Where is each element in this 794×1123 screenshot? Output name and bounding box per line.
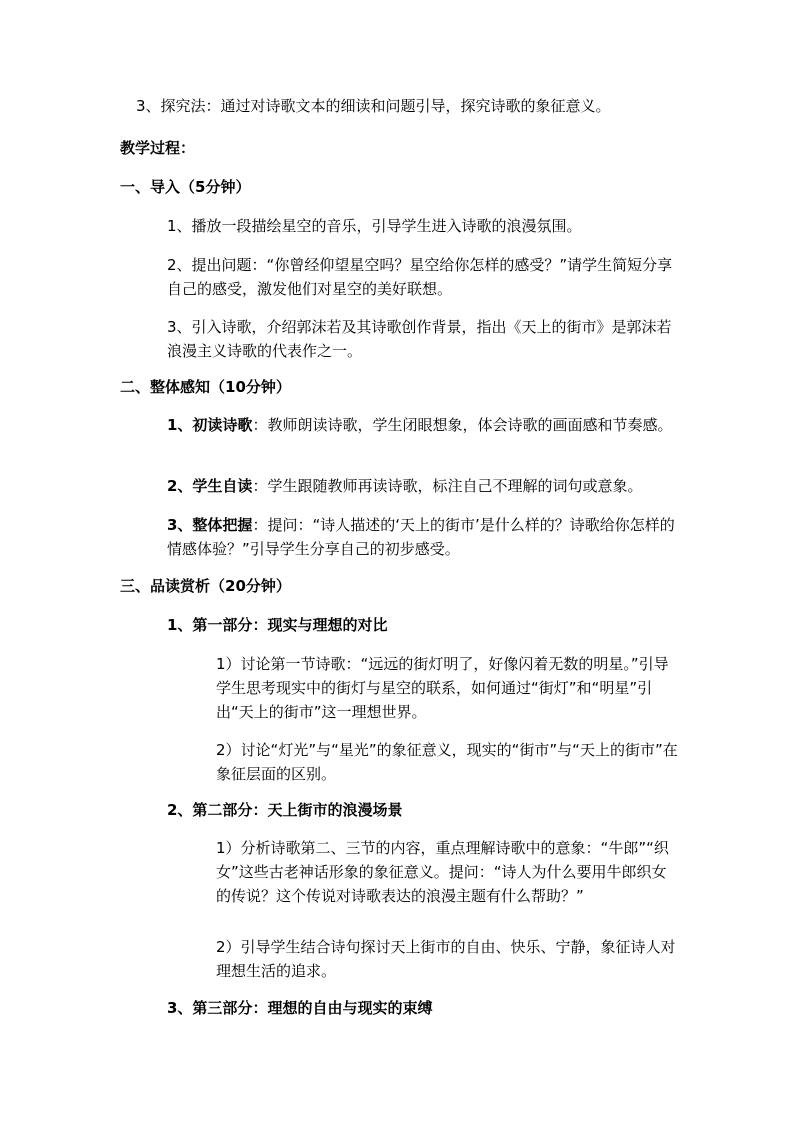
section-3-title: 三、品读赏析（20分钟） — [120, 577, 291, 595]
part-2-item-1: 1）分析诗歌第二、三节的内容，重点理解诗歌中的意象：“牛郎”“织女”这些古老神话形象的象征意义。提问：“诗人为什么要用牛郎织女的传说？这个传说对诗歌表达的浪漫主题有什么帮助？” — [216, 839, 669, 905]
part-1-item-2: 2）讨论“灯光”与“星光”的象征意义，现实的“街市”与“天上的街市”在象征层面的区别。 — [216, 741, 678, 783]
part-1-item-1: 1）讨论第一节诗歌：“远远的街灯明了，好像闪着无数的明星。”引导学生思考现实中的街灯与星空的联系，如何通过“街灯”和“明星”引出“天上的街市”这一理想世界。 — [216, 655, 669, 721]
section-2-item-2-label: 2、学生自读 — [167, 477, 253, 495]
section-1-item-2: 2、提出问题：“你曾经仰望星空吗？星空给你怎样的感受？”请学生简短分享自己的感受，激发他们对星空的美好联想。 — [167, 256, 673, 298]
part-2-item-2: 2）引导学生结合诗句探讨天上街市的自由、快乐、宁静，象征诗人对理想生活的追求。 — [216, 938, 676, 980]
process-heading: 教学过程： — [120, 139, 196, 157]
section-2-item-1 — [167, 413, 677, 437]
part-2-title: 2、第二部分：天上街市的浪漫场景 — [167, 801, 403, 819]
section-2-item-2-text: ：学生跟随教师再读诗歌，标注自己不理解的词句或意象。 — [252, 477, 643, 495]
section-1-item-3: 3、引入诗歌，介绍郭沫若及其诗歌创作背景，指出《天上的街市》是郭沫若浪漫主义诗歌的代表作之一。 — [167, 318, 672, 360]
part-1-title: 1、第一部分：现实与理想的对比 — [167, 616, 388, 634]
section-1-title: 一、导入（5分钟） — [120, 178, 251, 196]
section-2-item-1-text: ：教师朗读诗歌，学生闭眼想象，体会诗歌的画面感和节奏感。 — [252, 416, 673, 434]
section-2-item-3-text: ：提问：“诗人描述的‘天上的街市’是什么样的？诗歌给你怎样的情感体验？”引导学生分享自己的初步感受。 — [167, 516, 675, 558]
part-3-title: 3、第三部分：理想的自由与现实的束缚 — [167, 999, 433, 1017]
section-2-item-2 — [167, 474, 677, 498]
section-2-item-3-label: 3、整体把握 — [167, 516, 253, 534]
method-3-text: 3、探究法：通过对诗歌文本的细读和问题引导，探究诗歌的象征意义。 — [136, 97, 611, 115]
section-2-item-3 — [167, 513, 677, 561]
section-2-title: 二、整体感知（10分钟） — [120, 378, 291, 396]
section-1-item-1: 1、播放一段描绘星空的音乐，引导学生进入诗歌的浪漫氛围。 — [167, 217, 582, 235]
section-2-item-1-label: 1、初读诗歌 — [167, 416, 253, 434]
